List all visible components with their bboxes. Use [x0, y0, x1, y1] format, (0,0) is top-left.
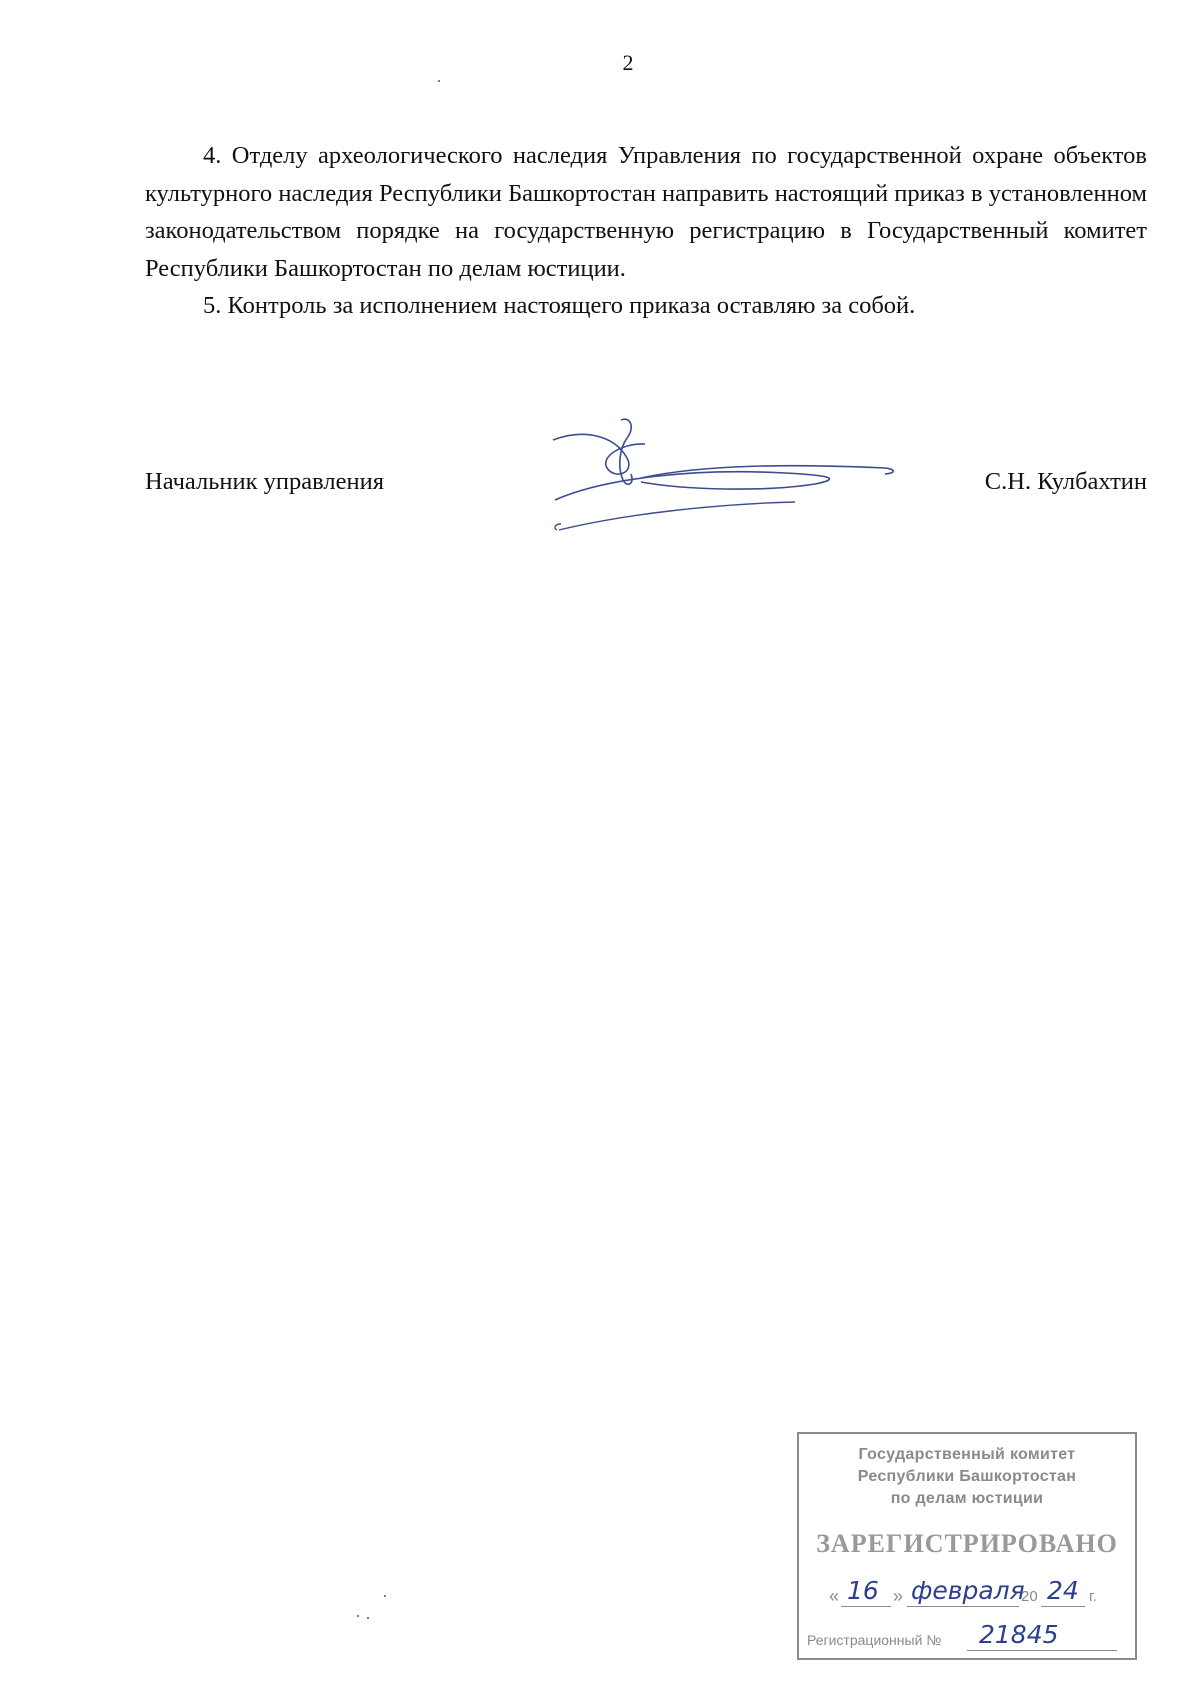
- stamp-registration: [807, 1620, 1127, 1654]
- paragraph-4: 4. Отделу археологического наследия Управления по государственной охране объектов культурного наследия Республики Башкортостан направить настоящий приказ в установленном законодательством порядке на государственную регистрацию в Государственный комитет Республики Башкортостан по делам юстиции.: [145, 142, 1147, 282]
- scan-speck: [357, 1615, 359, 1617]
- stamp-day-line: [841, 1606, 891, 1607]
- scan-speck: [438, 80, 440, 82]
- stamp-month-line: [907, 1606, 1019, 1607]
- stamp-reg-number: 21845: [979, 1620, 1059, 1649]
- scan-speck: [384, 1595, 386, 1597]
- stamp-year-prefix: 20: [1021, 1588, 1038, 1605]
- stamp-quote-close: »: [893, 1586, 904, 1606]
- handwritten-signature: [545, 418, 915, 533]
- signatory-role: Начальник управления: [145, 468, 384, 495]
- paragraph-5: 5. Контроль за исполнением настоящего приказа оставляю за собой.: [203, 292, 916, 319]
- stamp-org-line-1: Государственный комитет: [858, 1446, 1076, 1463]
- stamp-year-line: [1041, 1606, 1085, 1607]
- stamp-year-abbr: г.: [1089, 1588, 1097, 1605]
- stamp-reg-label: Регистрационный №: [807, 1632, 942, 1648]
- stamp-year-suffix: 24: [1047, 1576, 1079, 1605]
- page-number: 2: [622, 50, 634, 75]
- stamp-status: ЗАРЕГИСТРИРОВАНО: [816, 1529, 1118, 1558]
- stamp-reg-line: [967, 1650, 1117, 1651]
- scan-speck: [367, 1617, 369, 1619]
- signatory-name: С.Н. Кулбахтин: [984, 468, 1147, 495]
- stamp-month: февраля: [911, 1576, 1025, 1605]
- stamp-org-line-3: по делам юстиции: [890, 1490, 1044, 1507]
- stamp-quote-open: «: [829, 1586, 840, 1606]
- document-body: [145, 137, 1147, 325]
- registration-stamp: [797, 1432, 1137, 1660]
- stamp-day: 16: [847, 1576, 879, 1605]
- stamp-org-line-2: Республики Башкортостан: [857, 1468, 1077, 1485]
- stamp-date: [829, 1576, 1119, 1616]
